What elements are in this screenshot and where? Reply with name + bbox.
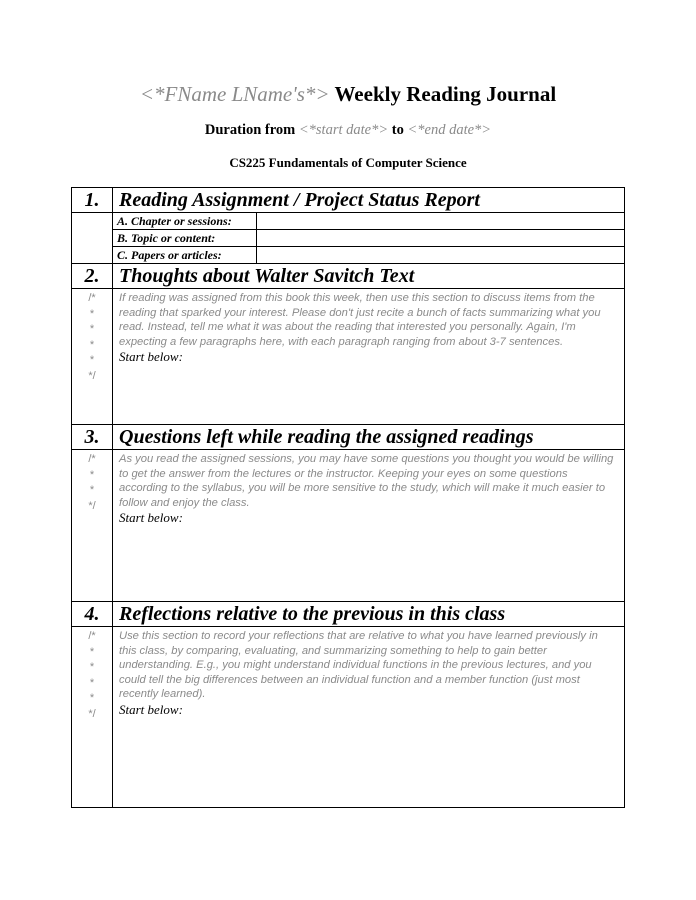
field-row-papers (113, 247, 624, 264)
comment-mark: /* (88, 292, 96, 304)
end-date-placeholder[interactable]: <*end date*> (407, 122, 492, 138)
comment-mark: */ (88, 369, 96, 382)
comment-mark: * (89, 468, 95, 481)
comment-mark: * (89, 484, 95, 496)
chapter-label: A. Chapter or sessions: (113, 213, 257, 230)
section-2-number: 2. (72, 264, 113, 289)
section-4-number: 4. (72, 602, 113, 627)
papers-label: C. Papers or articles: (113, 247, 257, 264)
section-1-number: 1. (72, 188, 113, 213)
comment-mark: /* (88, 630, 96, 642)
section-3-comment-marks (72, 450, 113, 602)
section-4-body-row (72, 627, 625, 808)
section-3-header-row (72, 425, 625, 450)
section-2-heading: Thoughts about Walter Savitch Text (113, 264, 625, 289)
section-4-instructions: Use this section to record your reflections that are relative to what you have learned previously in this class, by comparing, evaluating, and summarizing something to help to gain better understanding. E.g., you might understand individual functions in the previous lectures, and you could tell the big differences between an individual function and a member function (just most recently learned). (119, 630, 598, 701)
papers-input[interactable] (257, 247, 625, 264)
comment-mark: * (89, 645, 95, 658)
chapter-input[interactable] (257, 213, 625, 230)
section-3-start-below: Start below: (119, 510, 183, 526)
section-2-writing-area[interactable] (113, 289, 625, 425)
duration-prefix: Duration from (204, 122, 299, 138)
course-title: CS225 Fundamentals of Computer Science (229, 155, 467, 170)
section-4-heading: Reflections relative to the previous in this class (113, 602, 625, 627)
section-1-heading: Reading Assignment / Project Status Report (113, 188, 625, 213)
section-1-header-row (72, 188, 625, 213)
section-2-header-row (72, 264, 625, 289)
comment-mark: * (89, 338, 95, 351)
comment-mark: * (89, 323, 95, 335)
section-3-body-row (72, 450, 625, 602)
section-2-instructions: If reading was assigned from this book this week, then use this section to discuss items from the reading that sparked your interest. Please don't just recite a bunch of facts summarizing what you read. Instead, tell me what it was about the reading that interested you personally. Again, I'm expecting a few paragraphs here, with each paragraph ranging from about 3-7 sentences. (119, 292, 601, 348)
section-2-body-row (72, 289, 625, 425)
field-row-chapter (113, 213, 624, 230)
section-4-start-below: Start below: (119, 701, 183, 717)
journal-table (71, 187, 625, 808)
section-1-fields-cell (113, 213, 625, 264)
section-3-instructions: As you read the assigned sessions, you may have some questions you thought you would be willing to get the answer from the lectures or the instructor. Keeping your eyes on some questions according to the syllabus, you will be more sensitive to the study, which will make it much easier to follow and enjoy the class. (119, 453, 614, 509)
section-4-writing-area[interactable] (113, 627, 625, 808)
topic-label: B. Topic or content: (113, 230, 257, 247)
journal-title (0, 82, 696, 107)
section-3-number: 3. (72, 425, 113, 450)
section-1-margin (72, 213, 113, 264)
start-date-placeholder[interactable]: <*start date*> (298, 122, 389, 138)
field-row-topic (113, 230, 624, 247)
comment-mark: */ (88, 707, 96, 720)
comment-mark: * (89, 307, 95, 320)
comment-mark: /* (88, 453, 96, 465)
topic-input[interactable] (257, 230, 625, 247)
section-3-writing-area[interactable] (113, 450, 625, 602)
reading-assignment-fields (113, 213, 624, 263)
name-placeholder[interactable]: <*FName LName's*> (139, 82, 330, 106)
comment-mark: * (89, 354, 95, 366)
comment-mark: * (89, 676, 95, 689)
section-2-start-below: Start below: (119, 349, 183, 365)
duration-middle: to (388, 122, 408, 138)
comment-mark: */ (88, 499, 96, 512)
title-text: Weekly Reading Journal (329, 82, 557, 106)
section-4-header-row (72, 602, 625, 627)
section-3-heading: Questions left while reading the assigned readings (113, 425, 625, 450)
duration-line (0, 122, 696, 139)
comment-mark: * (89, 661, 95, 673)
section-4-comment-marks (72, 627, 113, 808)
comment-mark: * (89, 692, 95, 704)
section-2-comment-marks (72, 289, 113, 425)
section-1-body-row (72, 213, 625, 264)
